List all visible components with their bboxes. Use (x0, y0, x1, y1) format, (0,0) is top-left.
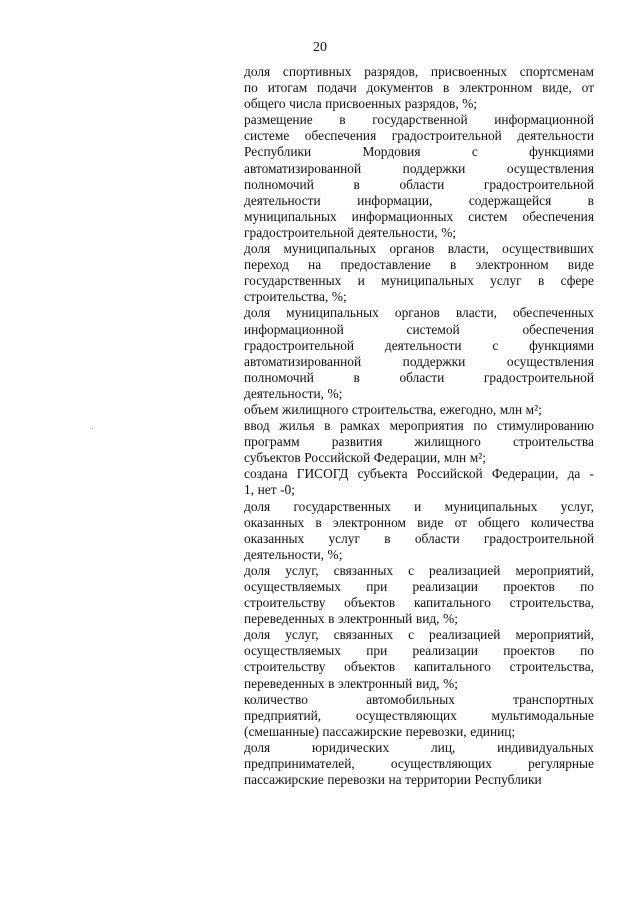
text-line: доля спортивных разрядов, присвоенных спортсменам (244, 64, 594, 79)
text-line: информационной системой обеспечения (244, 321, 594, 337)
paragraph (244, 402, 594, 418)
text-line: осуществляемых при реализации проектов по (244, 579, 594, 594)
paragraph (244, 305, 594, 402)
text-line: 1, нет -0; (244, 482, 295, 498)
text-line: оказанных в электронном виде от общего количества (244, 514, 594, 530)
text-line: осуществляемых при реализации проектов по (244, 643, 594, 659)
text-line: системе обеспечения градостроительной деятельности (244, 128, 594, 144)
paragraph (244, 692, 594, 740)
text-line: оказанных услуг в области градостроительной (244, 530, 594, 546)
text-line: субъектов Российской Федерации, млн м²; (244, 450, 486, 466)
text-line: общего числа присвоенных разрядов, %; (244, 96, 478, 112)
text-line: по итогам подачи документов в электронном виде, от (244, 80, 594, 96)
text-line: деятельности, %; (244, 546, 343, 562)
text-line: переведенных в электронный вид, %; (244, 675, 458, 691)
text-line: переведенных в электронный вид, %; (244, 611, 458, 627)
text-line: доля услуг, связанных с реализацией мероприятий, (244, 627, 594, 643)
text-line: предприятий, осуществляющих мультимодальные (244, 707, 594, 723)
text-line: объем жилищного строительства, ежегодно, млн м²; (244, 401, 542, 417)
text-line: доля услуг, связанных с реализацией мероприятий, (244, 562, 594, 578)
paragraph (244, 112, 594, 241)
text-line: доля государственных и муниципальных услуг, (244, 498, 594, 514)
text-line: Республики Мордовия с функциями (244, 144, 594, 160)
text-line: деятельности, %; (244, 385, 343, 401)
text-line: полномочий в области градостроительной (244, 176, 594, 192)
text-line: градостроительной деятельности, %; (244, 224, 457, 240)
text-line: автоматизированной поддержки осуществления (244, 160, 594, 176)
text-line: размещение в государственной информационной (244, 112, 594, 128)
text-line: ввод жилья в рамках мероприятия по стимулированию (244, 418, 594, 434)
paragraph (244, 740, 594, 788)
text-line: деятельности информации, содержащейся в (244, 192, 594, 208)
paragraph (244, 466, 594, 498)
text-line: строительства, %; (244, 289, 347, 305)
text-line: (смешанные) пассажирские перевозки, единиц; (244, 723, 516, 739)
text-line: строительству объектов капитального строительства, (244, 659, 594, 675)
text-line: доля муниципальных органов власти, осуществивших (244, 241, 594, 257)
text-line: предпринимателей, осуществляющих регулярные (244, 756, 594, 772)
text-line: переход на предоставление в электронном виде (244, 257, 594, 273)
text-line: доля муниципальных органов власти, обеспеченных (244, 305, 594, 321)
text-line: градостроительной деятельности с функциями (244, 337, 594, 353)
text-line: количество автомобильных транспортных (244, 691, 594, 707)
text-line: государственных и муниципальных услуг в сфере (244, 273, 594, 289)
text-line: создана ГИСОГД субъекта Российской Федерации, да - (244, 466, 594, 482)
text-line: программ развития жилищного строительства (244, 434, 594, 450)
text-line: муниципальных информационных систем обеспечения (244, 208, 594, 224)
text-line: полномочий в области градостроительной (244, 369, 594, 385)
page-number: 20 (313, 40, 327, 55)
text-line: строительству объектов капитального строительства, (244, 595, 594, 611)
text-line: автоматизированной поддержки осуществления (244, 353, 594, 369)
paragraph (244, 418, 594, 466)
scan-speck (92, 428, 93, 429)
paragraph (244, 499, 594, 563)
paragraph (244, 241, 594, 305)
text-line: пассажирские перевозки на территории Республики (244, 772, 542, 788)
text-line: доля юридических лиц, индивидуальных (244, 739, 594, 755)
paragraph (244, 64, 594, 112)
document-body (244, 64, 594, 788)
paragraph (244, 627, 594, 691)
paragraph (244, 563, 594, 627)
